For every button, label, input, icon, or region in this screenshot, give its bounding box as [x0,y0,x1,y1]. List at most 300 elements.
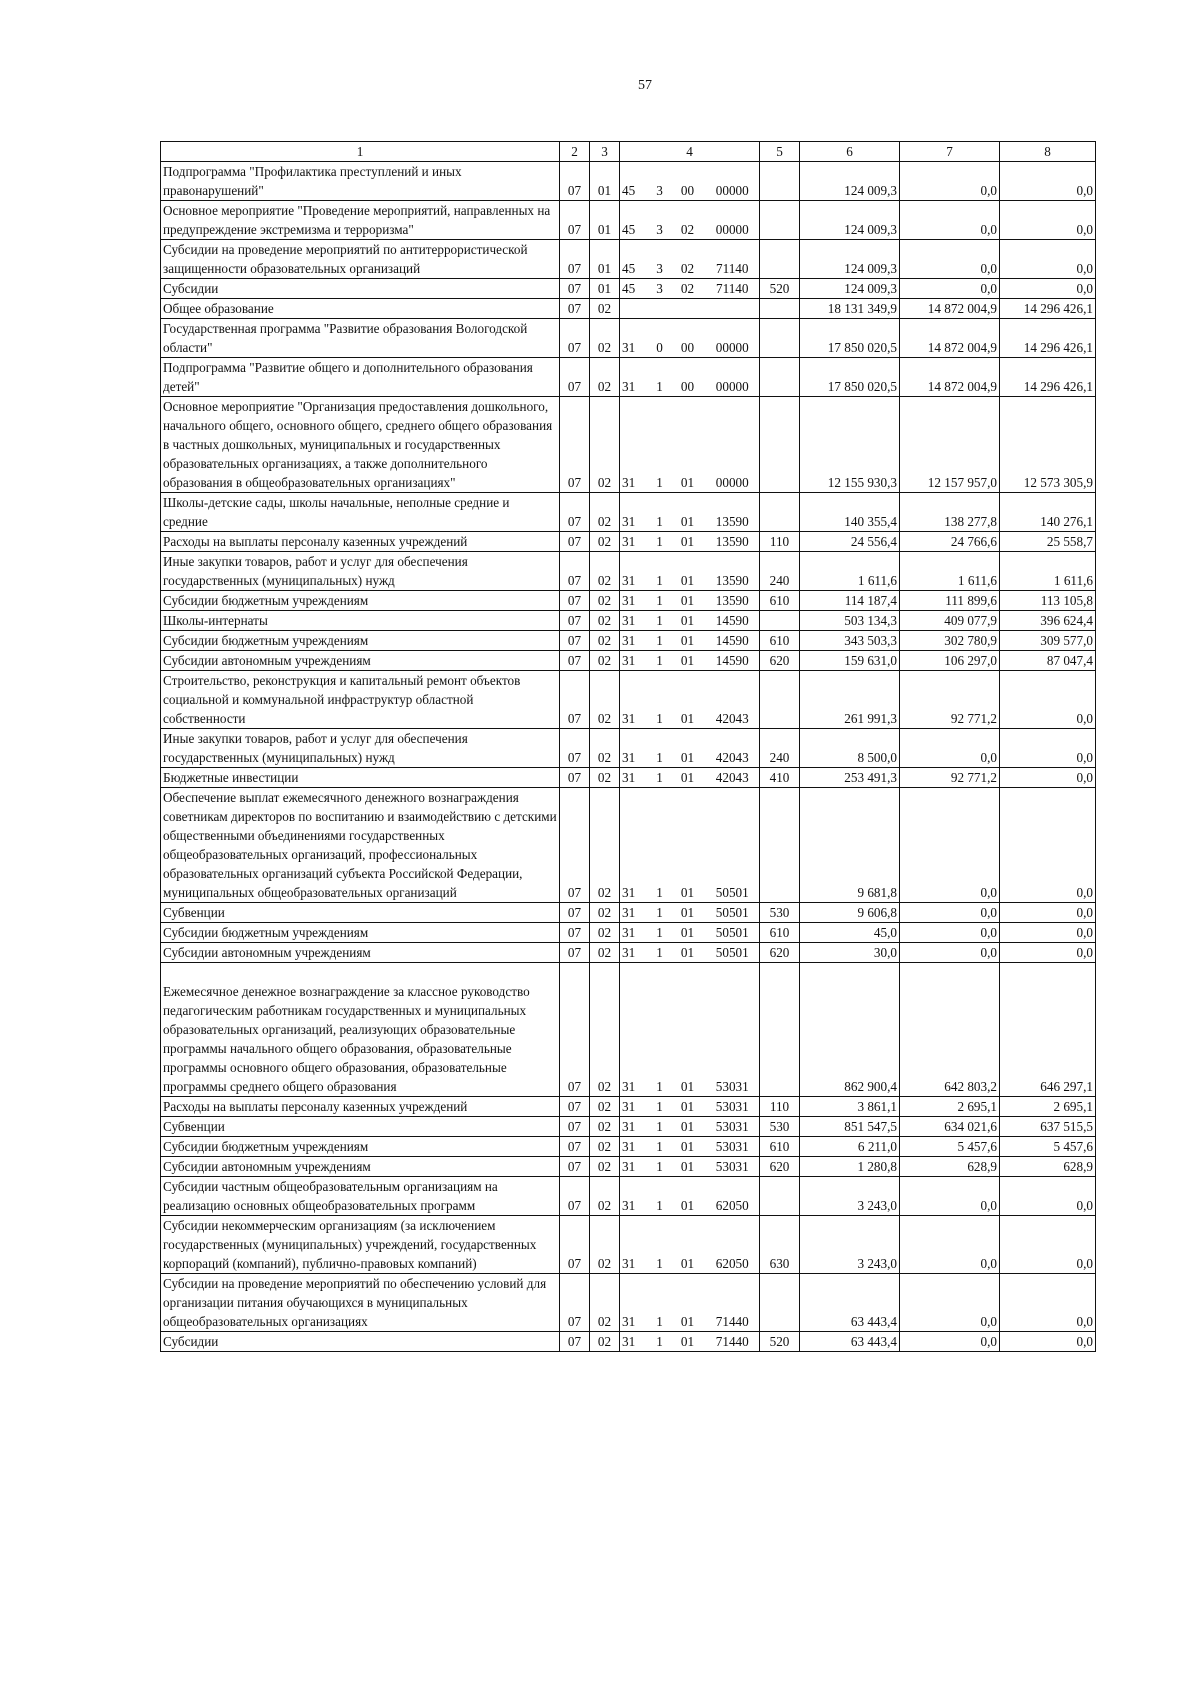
table-row [161,651,1096,671]
cell-measure: 00 [670,319,706,358]
cell-amount-8: 0,0 [1000,788,1096,903]
cell-measure: 01 [670,903,706,923]
cell-expense-type [760,358,800,397]
cell-subprogram: 1 [650,671,670,729]
cell-measure: 01 [670,1097,706,1117]
cell-subsection: 02 [590,1137,620,1157]
cell-subprogram: 1 [650,903,670,923]
cell-direction: 13590 [706,591,760,611]
cell-amount-8: 5 457,6 [1000,1137,1096,1157]
cell-amount-7: 24 766,6 [900,532,1000,552]
cell-subprogram [650,299,670,319]
cell-expense-type: 620 [760,651,800,671]
cell-subsection: 02 [590,552,620,591]
cell-subprogram: 1 [650,768,670,788]
cell-measure: 01 [670,651,706,671]
cell-subprogram: 1 [650,788,670,903]
cell-subprogram: 1 [650,729,670,768]
row-name: Субсидии частным общеобразовательным организациям на реализацию основных общеобразовательных программ [161,1177,560,1216]
cell-amount-6: 3 243,0 [800,1216,900,1274]
table-row [161,611,1096,631]
cell-program: 31 [620,671,650,729]
cell-direction: 13590 [706,493,760,532]
cell-program: 31 [620,397,650,493]
cell-direction: 53031 [706,963,760,1097]
cell-direction: 71440 [706,1332,760,1352]
cell-amount-7: 0,0 [900,903,1000,923]
cell-amount-7: 0,0 [900,1274,1000,1332]
cell-measure: 01 [670,1157,706,1177]
page-number: 57 [638,78,652,93]
cell-amount-6: 343 503,3 [800,631,900,651]
cell-program: 31 [620,1216,650,1274]
cell-amount-7: 14 872 004,9 [900,319,1000,358]
table-row [161,903,1096,923]
header-row [161,142,1096,162]
cell-amount-8: 0,0 [1000,768,1096,788]
cell-measure: 02 [670,240,706,279]
table-row [161,552,1096,591]
cell-subsection: 02 [590,319,620,358]
cell-amount-7: 628,9 [900,1157,1000,1177]
header-cell: 2 [560,142,590,162]
cell-amount-8: 113 105,8 [1000,591,1096,611]
cell-amount-7: 0,0 [900,923,1000,943]
cell-amount-7: 106 297,0 [900,651,1000,671]
table-row [161,319,1096,358]
cell-amount-8: 1 611,6 [1000,552,1096,591]
budget-table [160,141,1096,1352]
table-row [161,1274,1096,1332]
cell-program: 31 [620,903,650,923]
cell-amount-7: 642 803,2 [900,963,1000,1097]
cell-measure: 01 [670,963,706,1097]
cell-measure: 01 [670,923,706,943]
cell-subsection: 02 [590,397,620,493]
table-row [161,358,1096,397]
cell-amount-6: 1 611,6 [800,552,900,591]
cell-measure: 01 [670,1177,706,1216]
table-row [161,299,1096,319]
cell-section: 07 [560,279,590,299]
table-row [161,201,1096,240]
cell-program: 31 [620,788,650,903]
row-name: Обеспечение выплат ежемесячного денежного вознаграждения советникам директоров по воспитанию и взаимодействию с детскими общественными объединениями государственных общеобразовательных организаций, профессиональных образовательных организаций субъекта Российской Федерации, муниципальных общеобразовательных организаций [161,788,560,903]
table-row [161,671,1096,729]
cell-amount-8: 0,0 [1000,1332,1096,1352]
cell-amount-8: 14 296 426,1 [1000,358,1096,397]
row-name: Субвенции [161,903,560,923]
cell-direction: 00000 [706,201,760,240]
cell-measure [670,299,706,319]
cell-amount-6: 3 861,1 [800,1097,900,1117]
cell-amount-7: 92 771,2 [900,768,1000,788]
cell-section: 07 [560,1274,590,1332]
cell-subprogram: 3 [650,162,670,201]
row-name: Ежемесячное денежное вознаграждение за классное руководство педагогическим работникам государственных и муниципальных образовательных организаций, реализующих образовательные программы начального общего образования, образовательные программы основного общего образования, образовательные программы среднего общего образования [161,963,560,1097]
header-cell: 5 [760,142,800,162]
cell-section: 07 [560,1137,590,1157]
cell-section: 07 [560,671,590,729]
cell-direction: 62050 [706,1216,760,1274]
cell-amount-8: 14 296 426,1 [1000,319,1096,358]
cell-expense-type: 610 [760,923,800,943]
cell-amount-6: 114 187,4 [800,591,900,611]
cell-subsection: 02 [590,1117,620,1137]
cell-amount-6: 9 606,8 [800,903,900,923]
cell-direction: 71140 [706,279,760,299]
cell-amount-8: 25 558,7 [1000,532,1096,552]
table-row [161,631,1096,651]
cell-expense-type [760,1274,800,1332]
row-name: Субсидии бюджетным учреждениям [161,631,560,651]
row-name: Субсидии автономным учреждениям [161,651,560,671]
cell-section: 07 [560,1177,590,1216]
cell-amount-7: 2 695,1 [900,1097,1000,1117]
table-row [161,1137,1096,1157]
cell-amount-6: 24 556,4 [800,532,900,552]
cell-amount-8: 637 515,5 [1000,1117,1096,1137]
cell-amount-6: 17 850 020,5 [800,319,900,358]
cell-expense-type [760,201,800,240]
cell-subprogram: 1 [650,493,670,532]
cell-section: 07 [560,591,590,611]
cell-expense-type: 620 [760,1157,800,1177]
cell-subprogram: 1 [650,1097,670,1117]
cell-amount-7: 0,0 [900,1216,1000,1274]
cell-amount-7: 1 611,6 [900,552,1000,591]
cell-subsection: 02 [590,923,620,943]
table-row [161,397,1096,493]
cell-program: 31 [620,358,650,397]
cell-measure: 02 [670,279,706,299]
cell-program: 31 [620,768,650,788]
cell-program: 31 [620,591,650,611]
cell-program: 31 [620,923,650,943]
cell-program: 31 [620,1157,650,1177]
row-name: Основное мероприятие "Проведение мероприятий, направленных на предупреждение экстремизма и терроризма" [161,201,560,240]
cell-direction: 50501 [706,923,760,943]
cell-program: 31 [620,1097,650,1117]
row-name: Расходы на выплаты персоналу казенных учреждений [161,532,560,552]
cell-subprogram: 3 [650,279,670,299]
cell-subsection: 02 [590,963,620,1097]
cell-measure: 01 [670,1137,706,1157]
cell-subsection: 02 [590,651,620,671]
header-cell: 8 [1000,142,1096,162]
cell-amount-7: 0,0 [900,943,1000,963]
cell-amount-8: 0,0 [1000,943,1096,963]
cell-amount-6: 17 850 020,5 [800,358,900,397]
cell-amount-7: 12 157 957,0 [900,397,1000,493]
cell-section: 07 [560,552,590,591]
cell-amount-7: 111 899,6 [900,591,1000,611]
cell-section: 07 [560,943,590,963]
cell-direction: 00000 [706,162,760,201]
cell-amount-6: 45,0 [800,923,900,943]
row-name: Субсидии бюджетным учреждениям [161,923,560,943]
cell-amount-8: 2 695,1 [1000,1097,1096,1117]
cell-amount-8: 87 047,4 [1000,651,1096,671]
cell-section: 07 [560,240,590,279]
cell-program: 31 [620,1177,650,1216]
cell-section: 07 [560,611,590,631]
cell-amount-7: 0,0 [900,162,1000,201]
cell-program: 31 [620,319,650,358]
cell-amount-8: 0,0 [1000,729,1096,768]
cell-subsection: 02 [590,729,620,768]
table-row [161,1097,1096,1117]
table-row [161,240,1096,279]
cell-expense-type [760,319,800,358]
cell-amount-6: 140 355,4 [800,493,900,532]
cell-subsection: 02 [590,768,620,788]
cell-subprogram: 1 [650,1216,670,1274]
cell-section: 07 [560,651,590,671]
cell-subsection: 02 [590,493,620,532]
cell-amount-7: 0,0 [900,279,1000,299]
cell-amount-6: 253 491,3 [800,768,900,788]
cell-amount-6: 851 547,5 [800,1117,900,1137]
cell-amount-6: 30,0 [800,943,900,963]
table-row [161,1157,1096,1177]
row-name: Субсидии на проведение мероприятий по обеспечению условий для организации питания обучающихся в муниципальных общеобразовательных организациях [161,1274,560,1332]
cell-subsection: 02 [590,1177,620,1216]
cell-section: 07 [560,299,590,319]
cell-program: 45 [620,162,650,201]
cell-expense-type: 240 [760,729,800,768]
cell-subsection: 01 [590,162,620,201]
cell-program: 31 [620,1274,650,1332]
cell-program [620,299,650,319]
cell-section: 07 [560,903,590,923]
cell-measure: 01 [670,591,706,611]
cell-program: 31 [620,552,650,591]
cell-measure: 01 [670,493,706,532]
cell-direction [706,299,760,319]
row-name: Субвенции [161,1117,560,1137]
cell-section: 07 [560,768,590,788]
cell-subsection: 02 [590,1216,620,1274]
cell-subprogram: 1 [650,358,670,397]
table-row [161,279,1096,299]
cell-expense-type: 610 [760,591,800,611]
cell-direction: 50501 [706,788,760,903]
cell-direction: 14590 [706,611,760,631]
cell-amount-7: 634 021,6 [900,1117,1000,1137]
cell-direction: 13590 [706,532,760,552]
cell-direction: 53031 [706,1157,760,1177]
cell-section: 07 [560,729,590,768]
cell-amount-7: 0,0 [900,201,1000,240]
cell-direction: 42043 [706,729,760,768]
cell-section: 07 [560,963,590,1097]
row-name: Субсидии [161,1332,560,1352]
cell-subsection: 02 [590,631,620,651]
cell-program: 31 [620,1117,650,1137]
cell-section: 07 [560,319,590,358]
cell-measure: 01 [670,1274,706,1332]
row-name: Бюджетные инвестиции [161,768,560,788]
cell-amount-8: 0,0 [1000,162,1096,201]
cell-direction: 71140 [706,240,760,279]
cell-program: 31 [620,943,650,963]
row-name: Школы-детские сады, школы начальные, неполные средние и средние [161,493,560,532]
table-row [161,1332,1096,1352]
cell-amount-6: 3 243,0 [800,1177,900,1216]
cell-amount-6: 18 131 349,9 [800,299,900,319]
cell-amount-7: 0,0 [900,1177,1000,1216]
row-name: Расходы на выплаты персоналу казенных учреждений [161,1097,560,1117]
cell-amount-7: 0,0 [900,788,1000,903]
cell-direction: 13590 [706,552,760,591]
table-body [161,162,1096,1352]
cell-amount-7: 409 077,9 [900,611,1000,631]
cell-section: 07 [560,1117,590,1137]
cell-subprogram: 1 [650,1274,670,1332]
row-name: Субсидии на проведение мероприятий по антитеррористической защищенности образовательных организаций [161,240,560,279]
cell-amount-7: 92 771,2 [900,671,1000,729]
cell-subsection: 01 [590,201,620,240]
cell-expense-type: 630 [760,1216,800,1274]
table-row [161,963,1096,1097]
cell-direction: 00000 [706,319,760,358]
table-row [161,532,1096,552]
cell-expense-type [760,162,800,201]
cell-program: 31 [620,493,650,532]
cell-amount-8: 0,0 [1000,1274,1096,1332]
cell-program: 45 [620,201,650,240]
cell-expense-type [760,397,800,493]
cell-program: 31 [620,963,650,1097]
cell-subprogram: 1 [650,552,670,591]
cell-amount-6: 503 134,3 [800,611,900,631]
cell-amount-6: 261 991,3 [800,671,900,729]
cell-subsection: 01 [590,279,620,299]
row-name: Строительство, реконструкция и капитальный ремонт объектов социальной и коммунальной инфраструктур областной собственности [161,671,560,729]
row-name: Школы-интернаты [161,611,560,631]
cell-subprogram: 0 [650,319,670,358]
cell-expense-type: 610 [760,1137,800,1157]
cell-direction: 14590 [706,651,760,671]
row-name: Государственная программа "Развитие образования Вологодской области" [161,319,560,358]
cell-expense-type [760,788,800,903]
cell-amount-6: 12 155 930,3 [800,397,900,493]
row-name: Иные закупки товаров, работ и услуг для обеспечения государственных (муниципальных) нужд [161,552,560,591]
cell-amount-8: 0,0 [1000,1177,1096,1216]
cell-section: 07 [560,532,590,552]
cell-subsection: 02 [590,299,620,319]
row-name: Субсидии бюджетным учреждениям [161,1137,560,1157]
cell-subprogram: 1 [650,1177,670,1216]
cell-section: 07 [560,788,590,903]
cell-program: 31 [620,532,650,552]
cell-direction: 42043 [706,671,760,729]
cell-section: 07 [560,493,590,532]
cell-amount-7: 5 457,6 [900,1137,1000,1157]
cell-amount-8: 0,0 [1000,240,1096,279]
cell-expense-type: 530 [760,903,800,923]
header-cell: 3 [590,142,620,162]
header-cell: 6 [800,142,900,162]
cell-expense-type [760,240,800,279]
cell-amount-7: 0,0 [900,729,1000,768]
cell-expense-type: 410 [760,768,800,788]
cell-measure: 01 [670,1216,706,1274]
cell-amount-7: 138 277,8 [900,493,1000,532]
table-row [161,162,1096,201]
cell-amount-8: 14 296 426,1 [1000,299,1096,319]
cell-section: 07 [560,923,590,943]
cell-expense-type [760,963,800,1097]
cell-subprogram: 1 [650,1157,670,1177]
cell-amount-8: 628,9 [1000,1157,1096,1177]
table-row [161,1177,1096,1216]
header-cell: 1 [161,142,560,162]
cell-measure: 01 [670,1117,706,1137]
cell-amount-8: 0,0 [1000,1216,1096,1274]
cell-direction: 50501 [706,903,760,923]
table-row [161,768,1096,788]
row-name: Субсидии автономным учреждениям [161,943,560,963]
cell-amount-7: 0,0 [900,240,1000,279]
cell-direction: 50501 [706,943,760,963]
cell-section: 07 [560,1097,590,1117]
cell-subprogram: 1 [650,532,670,552]
cell-amount-6: 9 681,8 [800,788,900,903]
cell-amount-7: 0,0 [900,1332,1000,1352]
cell-expense-type: 110 [760,1097,800,1117]
cell-subsection: 01 [590,240,620,279]
table-row [161,591,1096,611]
cell-subprogram: 1 [650,1137,670,1157]
cell-expense-type: 610 [760,631,800,651]
cell-expense-type: 530 [760,1117,800,1137]
cell-amount-8: 0,0 [1000,903,1096,923]
cell-amount-6: 862 900,4 [800,963,900,1097]
cell-direction: 14590 [706,631,760,651]
cell-subsection: 02 [590,943,620,963]
cell-program: 31 [620,631,650,651]
cell-direction: 00000 [706,397,760,493]
cell-amount-6: 124 009,3 [800,240,900,279]
cell-section: 07 [560,201,590,240]
row-name: Субсидии некоммерческим организациям (за исключением государственных (муниципальных) учреждений, государственных корпораций (компаний), публично-правовых компаний) [161,1216,560,1274]
cell-amount-8: 0,0 [1000,201,1096,240]
cell-section: 07 [560,1216,590,1274]
cell-amount-8: 396 624,4 [1000,611,1096,631]
row-name: Субсидии бюджетным учреждениям [161,591,560,611]
cell-measure: 00 [670,358,706,397]
cell-amount-8: 12 573 305,9 [1000,397,1096,493]
cell-subprogram: 3 [650,201,670,240]
cell-amount-8: 140 276,1 [1000,493,1096,532]
header-cell: 4 [620,142,760,162]
row-name: Субсидии автономным учреждениям [161,1157,560,1177]
cell-subsection: 02 [590,1274,620,1332]
cell-expense-type: 110 [760,532,800,552]
cell-subsection: 02 [590,1157,620,1177]
header-cell: 7 [900,142,1000,162]
table-row [161,943,1096,963]
cell-direction: 62050 [706,1177,760,1216]
cell-subsection: 02 [590,591,620,611]
cell-expense-type [760,493,800,532]
cell-section: 07 [560,631,590,651]
cell-amount-8: 0,0 [1000,279,1096,299]
cell-amount-6: 124 009,3 [800,201,900,240]
cell-amount-8: 0,0 [1000,671,1096,729]
